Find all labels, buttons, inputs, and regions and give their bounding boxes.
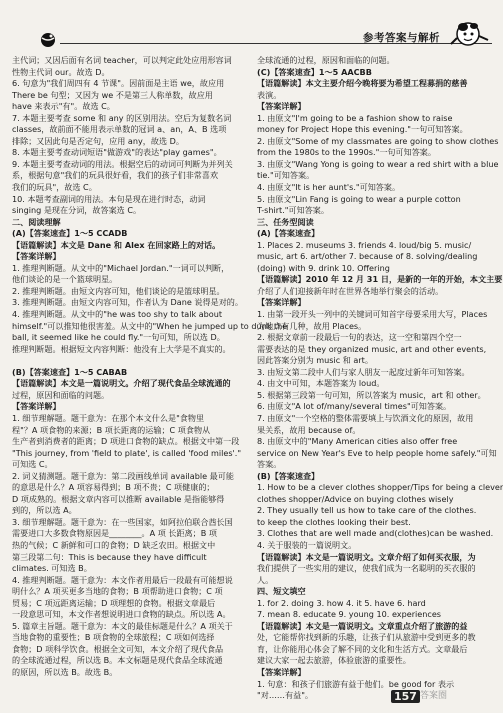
text-line: 4. 推理判断题。题干意为：本文作者用最后一段最有可能想说	[12, 574, 233, 585]
text-line: 的意思是什么？A 项容易得到；B 项不贵；C 项健康的；	[12, 482, 215, 493]
text-line: 需要表达的是 they organized music, art and other events,	[257, 343, 487, 354]
text-line: 的全球流通过程，所以选 B。本文标题是现代食品全球流通	[12, 655, 223, 666]
text-line: 可知选 C。	[12, 459, 53, 470]
text-line: 主代词；又因后面有名词 teacher，可以判定此处应用形容词	[12, 55, 232, 65]
text-line: 果关系，故用 because of。	[257, 424, 361, 435]
text-line: 排除；又因此句是否定句，应用 any，故选 D。	[12, 135, 184, 146]
text-line: climates. 可知选 B。	[12, 563, 92, 574]
text-line: 5. 由原文"Lin Fang is going to wear a purple cotton	[257, 193, 461, 204]
text-line: 5. 篇章主旨题。题干意为：本文的最佳标题是什么？A 项关于	[12, 620, 233, 631]
text-line: 当地食物的重要性；B 项食物的全球旅程；C 项如何选择	[12, 632, 215, 643]
text-line: 1. 推理判断题。从文中的"Michael Jordan."一词可以判断，	[12, 262, 230, 273]
text-line: 【语篇解读】2010 年 12 月 31 日，是新的一年的开始，本文主要	[257, 274, 503, 285]
text-line: 9. 本题主要考查动词的用法。根据空后的动词可判断为并列关	[12, 158, 233, 169]
text-line: 为地点有几种，故用 Places。	[257, 320, 367, 331]
text-line: 2. 词义猜测题。题干意为：第二段画线单词 available 最可能	[12, 470, 234, 481]
text-line: classes，故前面不能用表示单数的冠词 a、an，A、B 选项	[12, 124, 227, 135]
text-line: singing 是现在分词，故答案选 C。	[12, 205, 142, 216]
text-line: 需要进口大多数食物原因是________。A 项 长距离；B 项	[12, 528, 217, 539]
text-line: 热的气候；C 新鲜和可口的食物；D 缺乏农田。根据文中	[12, 539, 216, 550]
text-line: 3. 由短文第二段中人们与家人朋友一起度过新年可知答案。	[257, 366, 470, 377]
text-line: 表演。	[257, 89, 282, 100]
text-line: 1. 细节理解题。题干意为：在那个本文什么是"食物里	[12, 412, 205, 423]
text-line: T-shirt."可知答案。	[257, 205, 329, 216]
text-line: 他们谈论的是一个篮球明星。	[12, 274, 118, 285]
text-line: from the 1980s to the 1990s."一句可知答案。	[257, 147, 436, 158]
text-line: ball, it seemed like he could fly."一句可知，所以选 D。	[12, 332, 225, 343]
text-line: 处，它能帮你找到新的乐趣，让孩子们从旅游中受到更多的教	[257, 632, 476, 643]
text-line: 【答案详解】	[257, 297, 306, 308]
text-line: 【答案详解】	[12, 401, 61, 412]
text-line: 8. 由原文中的"Many American cities also offer free	[257, 436, 458, 447]
text-line: 4. 推理判断题。从文中的"he was too shy to talk about	[12, 309, 223, 320]
page-number: 157	[391, 690, 420, 703]
text-line: 生产者到消费者的距离；D 项进口食物的缺点。根据文中第一段	[12, 436, 240, 447]
text-line: 3. 由原文"Wang Yong is going to wear a red shirt with a blue	[257, 158, 499, 169]
text-line: (A)【答案速查】	[257, 228, 320, 239]
text-line: 4. 由文中可知，本题答案为 loud。	[257, 378, 385, 389]
text-line: 到的，所以选 A。	[12, 505, 77, 516]
text-line: 8. 本题主要考查动词短语"做游戏"的表达"play games"。	[12, 147, 222, 158]
text-line: 1. Places 2. museums 3. friends 4. loud/big 5. music/	[257, 239, 472, 250]
text-line: 我们的玩具"，故选 C。	[12, 182, 97, 193]
text-line: 2. 由原文"Some of my classmates are going to show clothes	[257, 135, 499, 146]
text-line: 【语篇解读】本文是一篇说明文。文章介绍了如何买衣服，为	[257, 551, 476, 562]
text-line: 2. 根据文章前一段最后一句的表达，这一空和第四个空一	[257, 332, 462, 343]
text-line: music, art 6. art/other 7. because of 8. solving/dealing	[257, 251, 478, 262]
text-line: 【语篇解读】本文是 Dane 和 Alex 在回家路上的对话。	[12, 239, 221, 250]
text-line: 【语篇解读】本文是一篇说明文。介绍了现代食品全球流通的	[12, 378, 231, 389]
text-line: 系，根据句意"我们的玩具很好看，我们的孩子们非常喜欢	[12, 170, 219, 181]
text-line: 答案。	[257, 459, 282, 470]
text-line: to keep the clothes looking their best.	[257, 516, 411, 527]
text-line: have 来表示"有"。故选 C。	[12, 101, 115, 112]
text-line: himself."可以推知他很害羞。从文中的"When he jumped up to dunk the	[12, 320, 288, 331]
text-line: 4. 由原文"It is her aunt's."可知答案。	[257, 182, 401, 193]
text-line: 1. 由原文"I'm going to be a fashion show to raise	[257, 112, 453, 123]
text-line: 2. They usually tell us how to take care of the clothes.	[257, 505, 477, 516]
text-line: 6. 句意为"我们周四有 4 节课"。因前面是主语 we，故应用	[12, 78, 225, 89]
text-line: 【语篇解读】本文主要介绍今晚将要为希望工程募捐的慈善	[257, 78, 468, 89]
text-line: There be 句型；又因为 we 不是第三人称单数，故应用	[12, 89, 213, 100]
text-line: 【答案详解】	[12, 251, 61, 262]
text-line: service on New Year's Eve to help people home safely."可知	[257, 447, 497, 458]
text-line: 5. 根据第三段第一句可知，所以答案为 music，art 和 other。	[257, 389, 486, 400]
text-line: (B)【答案速查】	[257, 470, 320, 481]
text-line: 我们提供了一些实用的建议，使我们成为一名聪明的买衣服的	[257, 563, 476, 574]
text-line: 育，让你能用心体会了解不同的文化和生活方式。文章最后	[257, 643, 468, 654]
right-column	[257, 55, 503, 702]
text-line: 4. 关于服装的一篇说明文。	[257, 539, 357, 550]
text-line: (B)【答案速查】1～5 CABAB	[12, 366, 128, 377]
text-line: 推理判断题。根据短文内容判断：他没有上大学是不真实的。	[12, 343, 231, 354]
text-line: (C)【答案速查】1～5 AACBB	[257, 66, 372, 77]
text-line: 3. 细节理解题。题干意为：在一些国家，如阿拉伯联合酋长国	[12, 516, 233, 527]
text-line: 7. 由原文"一个空格的整体需要填上与饮酒文化的原因，故用	[257, 412, 474, 423]
text-line: D 项成熟的。根据文章内容可以推断 available 是指能够得	[12, 493, 225, 504]
text-line: 四、短文填空	[257, 586, 306, 597]
text-line: 3. Clothes that are well made and(clothes)can be washed.	[257, 528, 494, 539]
text-line: 1. How to be a clever clothes shopper/Tips for being a clever	[257, 482, 503, 493]
text-line: 1. 句意：和孩子们旅游有益于他们。be good for 表示	[257, 678, 455, 689]
text-line: money for Project Hope this evening."一句可知答案。	[257, 124, 468, 135]
text-line: 一段意思可知，本文作者想说明进口食物的缺点。所以选 A。	[12, 609, 231, 620]
text-line: "对……有益"。	[257, 690, 314, 701]
text-line: clothes shopper/Advice on buying clothes wisely	[257, 493, 454, 504]
text-line: 第三段第二句：This is because they have difficult	[12, 551, 207, 562]
text-line: 的原因，所以选 B。故选 B。	[12, 666, 118, 677]
text-line: 10. 本题考查副词的用法。本句是现在进行时态，动词	[12, 193, 206, 204]
text-line: 因此答案分别为 music 和 art。	[257, 355, 373, 366]
mascot-icon	[446, 14, 492, 50]
text-line: 明什么？A 项买更多当地的食物；B 项帮助进口食物；C 项	[12, 586, 223, 597]
text-line: 建议大家一起去旅游，体验旅游的重要性。	[257, 655, 411, 666]
text-line: 【语篇解读】本文是一篇说明文。文章重点介绍了旅游的益	[257, 620, 468, 631]
text-line: (doing) with 9. drink 10. Offering	[257, 262, 390, 273]
text-line: 三、任务型阅读	[257, 216, 314, 227]
text-line: 【答案详解】	[257, 101, 306, 112]
text-line: 7. mean 8. educate 9. young 10. experiences	[257, 609, 442, 620]
text-line	[12, 355, 244, 367]
page-title: 参考答案与解析	[363, 32, 440, 44]
text-line: "This journey, from 'field to plate', is called 'food miles'."	[12, 447, 242, 458]
ball-logo-icon	[40, 32, 56, 48]
text-line: 1. for 2. doing 3. how 4. it 5. have 6. hard	[257, 597, 426, 608]
text-line: 性物主代词 our。故选 D。	[12, 66, 110, 77]
text-line: 贸易；C 项远距离运输；D 项理想的食物。根据文章最后	[12, 597, 216, 608]
text-line: 全球流通的过程，原因和面临的问题。	[257, 55, 395, 65]
text-line: 食物；D 项科学饮食。根据全文可知，本文介绍了现代食品	[12, 643, 224, 654]
watermark: 答案圈	[420, 691, 448, 701]
text-line: 7. 本题主要考查 some 和 any 的区别用法。空后为复数名词	[12, 112, 232, 123]
text-line: 3. 推理判断题。由短文内容可知，作者认为 Dane 说得是对的。	[12, 297, 243, 308]
text-line: 6. 由原文"A lot of/many/several times"可知答案。	[257, 401, 452, 412]
text-line: 二、阅读理解	[12, 216, 61, 227]
page-header	[0, 0, 500, 50]
text-line: tie."可知答案。	[257, 170, 315, 181]
text-line: 人。	[257, 574, 274, 585]
text-line: 过程，原因和面临的问题。	[12, 389, 110, 400]
text-line: 2. 推理判断题。由短文内容可知，他们谈论的是篮球明星。	[12, 285, 225, 296]
text-line: 介绍了人们迎接新年时在世界各地举行聚会的活动。	[257, 285, 444, 296]
text-line: (A)【答案速查】1～5 CCADB	[12, 228, 128, 239]
text-line: 【答案详解】	[257, 666, 306, 677]
text-line: 程"？A 项食物的来源；B 项长距离的运输；C 项食物从	[12, 424, 211, 435]
text-line: 1. 由第一段开头一列中的关键词可知首字母要采用大写，Places	[257, 309, 488, 320]
